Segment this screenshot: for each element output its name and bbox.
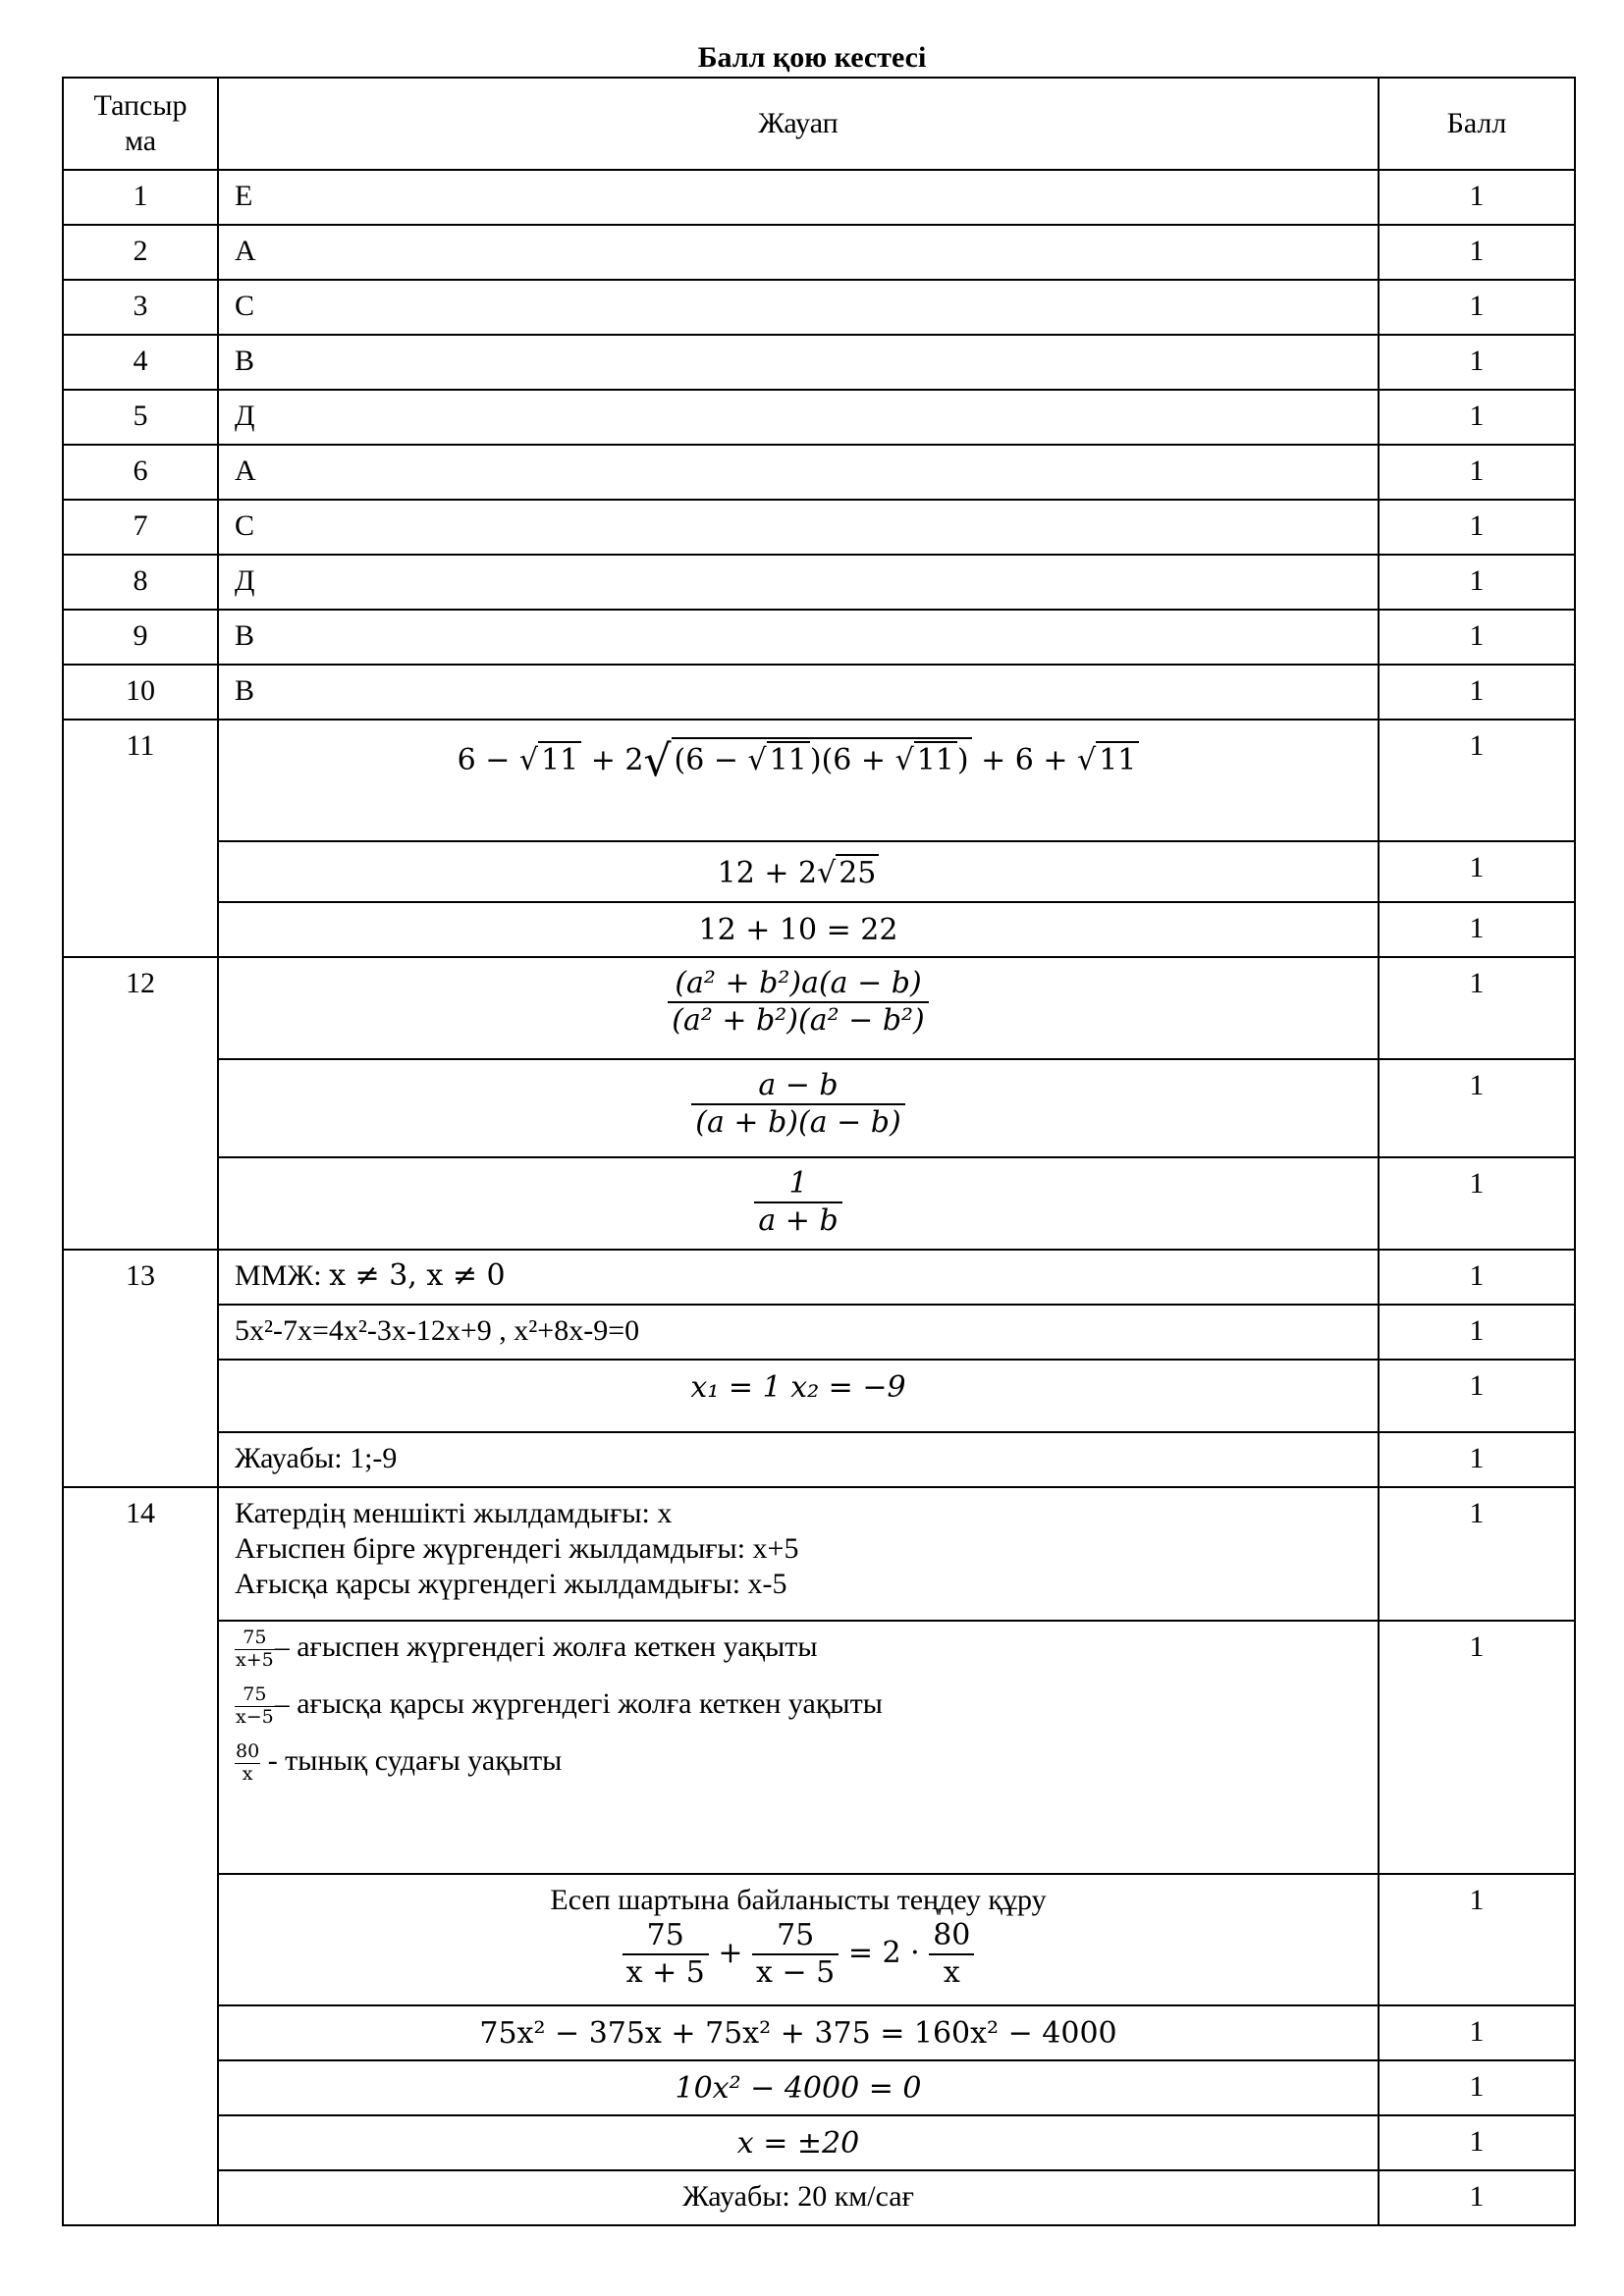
task-score: 1 bbox=[1379, 1432, 1575, 1487]
task-number: 2 bbox=[63, 225, 218, 280]
task-score: 1 bbox=[1379, 335, 1575, 390]
task12-step1 bbox=[218, 957, 1379, 1059]
fraction-denominator: x bbox=[235, 1763, 260, 1786]
task14-answer: Жауабы: 20 км/сағ bbox=[218, 2170, 1379, 2225]
answer-cell: B bbox=[218, 335, 1379, 390]
table-row bbox=[63, 902, 1575, 957]
header-task: Тапсыр ма bbox=[63, 78, 218, 170]
table-row bbox=[63, 555, 1575, 610]
task11-step3: 12 + 10 = 22 bbox=[218, 902, 1379, 957]
table-row bbox=[63, 2005, 1575, 2060]
task11-step1: 6 − √ 11 + 2√ (6 − √ 11 )(6 + √ 11 ) + 6 + √ 11 bbox=[218, 720, 1379, 841]
task-score: 1 bbox=[1379, 500, 1575, 555]
answer-cell: B bbox=[218, 665, 1379, 720]
fraction-denominator: x−5 bbox=[236, 1705, 274, 1728]
table-row bbox=[63, 2115, 1575, 2170]
task-score: 1 bbox=[1379, 2060, 1575, 2115]
task12-step2 bbox=[218, 1059, 1379, 1157]
fraction-denominator: (a² + b²)(a² − b²) bbox=[668, 1001, 929, 1039]
time-text: – ағысқа қарсы жүргендегі жолға кеткен уақыты bbox=[274, 1687, 883, 1721]
task-number: 5 bbox=[63, 390, 218, 445]
table-row bbox=[63, 280, 1575, 335]
table-row bbox=[63, 390, 1575, 445]
header-score: Балл bbox=[1379, 78, 1575, 170]
table-row bbox=[63, 1305, 1575, 1360]
task14-simplify: 10x² − 4000 = 0 bbox=[218, 2060, 1379, 2115]
task-score: 1 bbox=[1379, 280, 1575, 335]
table-row bbox=[63, 1874, 1575, 2005]
task12-step3 bbox=[218, 1157, 1379, 1250]
table-row bbox=[63, 720, 1575, 841]
task-score: 1 bbox=[1379, 902, 1575, 957]
task-number: 9 bbox=[63, 610, 218, 665]
table-row bbox=[63, 1157, 1575, 1250]
table-row bbox=[63, 2170, 1575, 2225]
task11-step2: 12 + 2√ 25 bbox=[218, 841, 1379, 902]
task-score: 1 bbox=[1379, 1157, 1575, 1250]
header-answer: Жауап bbox=[218, 78, 1379, 170]
fraction-numerator: 75 bbox=[646, 1918, 684, 1952]
task-number: 4 bbox=[63, 335, 218, 390]
task-score: 1 bbox=[1379, 957, 1575, 1059]
domain-label: ММЖ: bbox=[235, 1259, 322, 1292]
answer-cell: Д bbox=[218, 390, 1379, 445]
task-number: 10 bbox=[63, 665, 218, 720]
simple-rows bbox=[63, 170, 1575, 720]
fraction-numerator: 80 bbox=[933, 1918, 971, 1952]
table-row bbox=[63, 1432, 1575, 1487]
task14-expand: 75x² − 375x + 75x² + 375 = 160x² − 4000 bbox=[218, 2005, 1379, 2060]
table-row bbox=[63, 665, 1575, 720]
task-score: 1 bbox=[1379, 1360, 1575, 1432]
task-number: 3 bbox=[63, 280, 218, 335]
task-number: 12 bbox=[63, 957, 218, 1250]
equation-caption: Есеп шартына байланысты теңдеу құру bbox=[550, 1884, 1047, 1916]
task-score: 1 bbox=[1379, 841, 1575, 902]
task-score: 1 bbox=[1379, 1059, 1575, 1157]
table-row bbox=[63, 225, 1575, 280]
task-number: 1 bbox=[63, 170, 218, 225]
fraction-numerator: (a² + b²)a(a − b) bbox=[675, 966, 922, 1000]
task-score: 1 bbox=[1379, 1250, 1575, 1305]
scoring-table bbox=[62, 77, 1576, 2226]
fraction-numerator: 1 bbox=[788, 1166, 808, 1201]
fraction-denominator: x+5 bbox=[236, 1648, 274, 1671]
time-text: - тынық судағы уақыты bbox=[260, 1744, 563, 1778]
task-score: 1 bbox=[1379, 665, 1575, 720]
answer-cell: C bbox=[218, 500, 1379, 555]
task-score: 1 bbox=[1379, 610, 1575, 665]
task-score: 1 bbox=[1379, 555, 1575, 610]
fraction-numerator: 75 bbox=[243, 1683, 267, 1705]
task14-times bbox=[218, 1621, 1379, 1874]
task-score: 1 bbox=[1379, 720, 1575, 841]
answer-cell: A bbox=[218, 225, 1379, 280]
task-score: 1 bbox=[1379, 390, 1575, 445]
time-line bbox=[235, 1741, 1378, 1798]
table-row bbox=[63, 1250, 1575, 1305]
table-row bbox=[63, 335, 1575, 390]
answer-cell: B bbox=[218, 610, 1379, 665]
answer-cell: C bbox=[218, 280, 1379, 335]
equation-rhs: = 2 · bbox=[847, 1936, 920, 1970]
fraction-denominator: x + 5 bbox=[623, 1953, 709, 1991]
var-line: Ағысқа қарсы жүргендегі жылдамдығы: x-5 bbox=[235, 1568, 787, 1600]
task13-equation: 5x²-7x=4x²-3x-12x+9 , x²+8x-9=0 bbox=[218, 1305, 1379, 1360]
task13-roots: x₁ = 1 x₂ = −9 bbox=[218, 1360, 1379, 1432]
table-row bbox=[63, 500, 1575, 555]
time-line bbox=[235, 1628, 1378, 1684]
task-number: 6 bbox=[63, 445, 218, 500]
task-number: 11 bbox=[63, 720, 218, 957]
task-score: 1 bbox=[1379, 170, 1575, 225]
table-row bbox=[63, 2060, 1575, 2115]
task14-equation: Есеп шартына байланысты теңдеу құру $\frac{75}{x + 5}$ + $\frac{75}{x - 5}$ = 2 · $\frac{80}{x}$ bbox=[218, 1874, 1379, 2005]
task-score: 1 bbox=[1379, 1874, 1575, 2005]
answer-cell: Д bbox=[218, 555, 1379, 610]
task13-answer: Жауабы: 1;-9 bbox=[218, 1432, 1379, 1487]
task-score: 1 bbox=[1379, 225, 1575, 280]
fraction-numerator: 80 bbox=[236, 1740, 260, 1762]
time-text: – ағыспен жүргендегі жолға кеткен уақыты bbox=[274, 1630, 818, 1664]
var-line: Катердің меншікті жылдамдығы: x bbox=[235, 1497, 673, 1529]
fraction-denominator: x bbox=[929, 1953, 974, 1991]
table-row bbox=[63, 957, 1575, 1059]
page-title: Балл қою кестесі bbox=[697, 41, 927, 74]
header-row bbox=[63, 78, 1575, 170]
fraction-denominator: (a + b)(a − b) bbox=[691, 1103, 904, 1141]
task-number: 13 bbox=[63, 1250, 218, 1487]
fraction-numerator: 75 bbox=[243, 1627, 267, 1648]
task-score: 1 bbox=[1379, 2170, 1575, 2225]
task-score: 1 bbox=[1379, 1621, 1575, 1874]
table-row bbox=[63, 1360, 1575, 1432]
fraction-numerator: a − b bbox=[758, 1068, 839, 1102]
var-line: Ағыспен бірге жүргендегі жылдамдығы: x+5 bbox=[235, 1532, 799, 1565]
table-row bbox=[63, 1059, 1575, 1157]
table-row bbox=[63, 610, 1575, 665]
task-score: 1 bbox=[1379, 445, 1575, 500]
table-row bbox=[63, 1621, 1575, 1874]
answer-cell: A bbox=[218, 445, 1379, 500]
task14-vars bbox=[218, 1487, 1379, 1621]
fraction-denominator: a + b bbox=[754, 1201, 841, 1239]
task-score: 1 bbox=[1379, 1487, 1575, 1621]
domain-value: x ≠ 3, x ≠ 0 bbox=[329, 1258, 506, 1293]
fraction-numerator: 75 bbox=[777, 1918, 815, 1952]
task-number: 14 bbox=[63, 1487, 218, 2225]
task-score: 1 bbox=[1379, 2005, 1575, 2060]
table-row bbox=[63, 170, 1575, 225]
fraction-denominator: x − 5 bbox=[752, 1953, 839, 1991]
task-score: 1 bbox=[1379, 1305, 1575, 1360]
time-line bbox=[235, 1684, 1378, 1741]
task14-solution: x = ±20 bbox=[218, 2115, 1379, 2170]
task-number: 7 bbox=[63, 500, 218, 555]
task13-domain bbox=[218, 1250, 1379, 1305]
table-row bbox=[63, 841, 1575, 902]
task-score: 1 bbox=[1379, 2115, 1575, 2170]
task-number: 8 bbox=[63, 555, 218, 610]
table-row bbox=[63, 1487, 1575, 1621]
table-row bbox=[63, 445, 1575, 500]
answer-cell: E bbox=[218, 170, 1379, 225]
